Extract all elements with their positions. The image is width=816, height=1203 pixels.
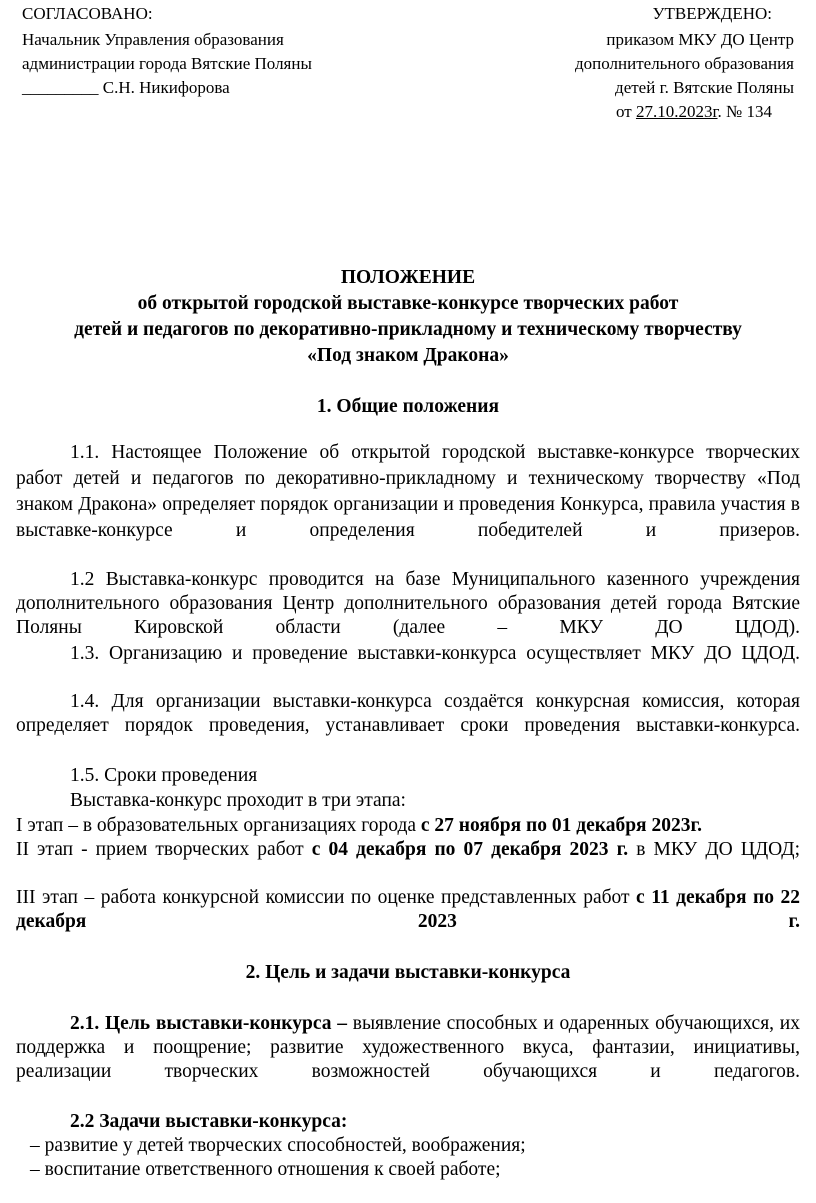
approval-right-line2: дополнительного образования [575, 54, 794, 73]
approval-right-line3: детей г. Вятские Поляны [615, 78, 794, 97]
order-prefix: от [615, 102, 636, 121]
stage-2-tail: в МКУ ДО ЦДОД; [628, 839, 800, 860]
order-suffix: . № 134 [717, 102, 772, 121]
order-date: 27.10.2023г [635, 102, 718, 121]
task-item-1: – развитие у детей творческих способностей, воображения; [30, 1135, 526, 1156]
stage-1-dates: с 27 ноября по 01 декабря 2023г. [420, 815, 702, 836]
approval-left-line1: Начальник Управления образования [22, 30, 284, 49]
title-line3: «Под знаком Дракона» [307, 345, 509, 366]
paragraph-1-3: 1.3. Организацию и проведение выставки-конкурса осуществляет МКУ ДО ЦДОД. [70, 643, 800, 664]
approval-right-title: УТВЕРЖДЕНО: [652, 4, 772, 23]
paragraph-1-1: 1.1. Настоящее Положение об открытой городской выставке-конкурсе творческих работ детей и педагогов по декоративно-прикладному и техническому творчеству «Под знаком Дракона» определяет порядок организации и проведения Конкурса, правила участия в выставке-конкурсе и определения победителей и призеров. [16, 442, 800, 541]
signature-line: _________ С.Н. Никифорова [22, 78, 230, 97]
approval-right-line1: приказом МКУ ДО Центр [606, 30, 794, 49]
paragraph-2-1 [16, 1012, 800, 1084]
approval-left-line2: администрации города Вятские Поляны [22, 54, 312, 73]
title-line1: об открытой городской выставке-конкурсе творческих работ [137, 293, 679, 314]
order-reference [616, 102, 772, 122]
stage-2-dates: с 04 декабря по 07 декабря 2023 г. [311, 839, 629, 860]
paragraph-1-2: 1.2 Выставка-конкурс проводится на базе Муниципального казенного учреждения дополнительного образования Центр дополнительного образования детей города Вятские Поляны Кировской области (далее – МКУ ДО ЦДОД). [16, 569, 800, 638]
document-title: ПОЛОЖЕНИЕ [340, 267, 476, 288]
section2-heading: 2. Цель и задачи выставки-конкурса [245, 962, 571, 983]
stage-2-text: II этап - прием творческих работ [16, 839, 312, 860]
stage-1 [16, 814, 800, 838]
goal-label: 2.1. Цель выставки-конкурса – [70, 1013, 347, 1034]
stage-3-dates: с 11 декабря по 22 декабря 2023 г. [16, 887, 800, 932]
stage-3 [16, 886, 800, 934]
approval-left-title: СОГЛАСОВАНО: [22, 4, 153, 23]
task-item-2: – воспитание ответственного отношения к своей работе; [30, 1159, 501, 1180]
stage-2 [16, 838, 800, 862]
tasks-label: 2.2 Задачи выставки-конкурса: [70, 1111, 348, 1132]
paragraph-1-4: 1.4. Для организации выставки-конкурса создаётся конкурсная комиссия, которая определяет порядок проведения, устанавливает сроки проведения выставки-конкурса. [16, 691, 800, 736]
title-line2: детей и педагогов по декоративно-прикладному и техническому творчеству [74, 319, 742, 340]
stage-1-text: I этап – в образовательных организациях города [16, 815, 421, 836]
stage-3-text: III этап – работа конкурсной комиссии по оценке представленных работ [16, 887, 637, 908]
paragraph-1-5: 1.5. Сроки проведения [70, 765, 258, 786]
stages-intro: Выставка-конкурс проходит в три этапа: [70, 790, 406, 811]
section1-heading: 1. Общие положения [316, 396, 500, 417]
goal-text: выявление способных и одаренных обучающихся, их поддержка и поощрение; развитие художественного вкуса, фантазии, инициативы, реализации творческих возможностей обучающихся и педагогов. [16, 1013, 800, 1082]
